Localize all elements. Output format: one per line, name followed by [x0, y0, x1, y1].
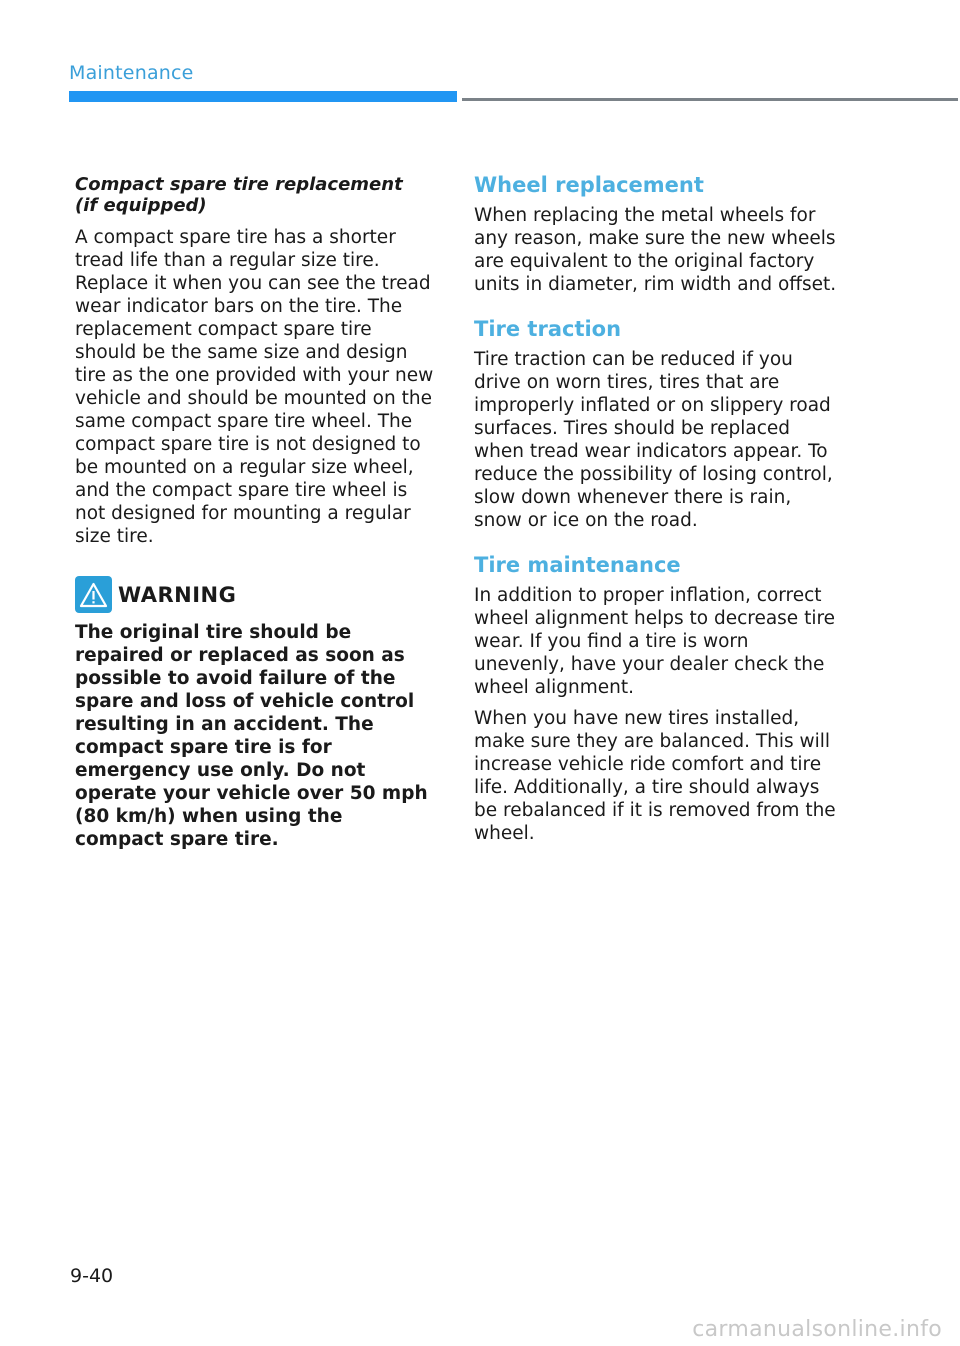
tire-maintenance-section — [474, 552, 844, 845]
tire-traction-body: Tire traction can be reduced if you drive on worn tires, tires that are improperly inflated or on slippery road surfaces. Tires should be replaced when tread wear indicators appear. To reduce the possibility of losing control, slow down whenever there is rain, snow or ice on the road. — [474, 349, 833, 531]
wheel-replacement-section — [474, 172, 844, 296]
page-number: 9-40 — [70, 1265, 114, 1287]
header-rule-blue — [69, 91, 457, 102]
section-label: Maintenance — [69, 62, 194, 84]
header-rule-gray — [462, 98, 958, 101]
compact-spare-body: A compact spare tire has a shorter tread life than a regular size tire. Replace it when you can see the tread wear indicator bars on the tire. The replacement compact spare tire should be the same size and design tire as the one provided with your new vehicle and should be mounted on the same compact spare tire wheel. The compact spare tire is not designed to be mounted on a regular size wheel, and the compact spare tire wheel is not designed for mounting a regular size tire. — [75, 227, 434, 547]
tire-traction-section — [474, 316, 844, 532]
warning-text: The original tire should be repaired or replaced as soon as possible to avoid failure of the spare and loss of vehicle control resulting in an accident. The compact spare tire is for emergency use only. Do not operate your vehicle over 50 mph (80 km/h) when using the compact spare tire. — [75, 622, 428, 850]
warning-triangle-icon — [75, 576, 112, 613]
warning-header — [75, 576, 437, 613]
compact-spare-subheading-line2: (if equipped) — [75, 195, 207, 216]
compact-spare-subheading — [75, 174, 437, 216]
warning-label: WARNING — [118, 582, 237, 607]
tire-maintenance-body-1: In addition to proper inflation, correct wheel alignment helps to decrease tire wear. If you find a tire is worn unevenly, have your dealer check the wheel alignment. — [474, 585, 836, 698]
left-column — [75, 174, 437, 851]
tire-traction-heading: Tire traction — [474, 317, 622, 341]
tire-maintenance-body-2: When you have new tires installed, make sure they are balanced. This will increase vehicle ride comfort and tire life. Additionally, a tire should always be rebalanced if it is removed from the wheel. — [474, 708, 836, 844]
right-column — [474, 172, 844, 865]
wheel-replacement-heading: Wheel replacement — [474, 173, 704, 197]
compact-spare-subheading-line1: Compact spare tire replacement — [75, 174, 403, 195]
wheel-replacement-body: When replacing the metal wheels for any reason, make sure the new wheels are equivalent to the original factory units in diameter, rim width and offset. — [474, 205, 837, 295]
watermark: carmanualsonline.info — [692, 1317, 942, 1342]
tire-maintenance-heading: Tire maintenance — [474, 553, 681, 577]
